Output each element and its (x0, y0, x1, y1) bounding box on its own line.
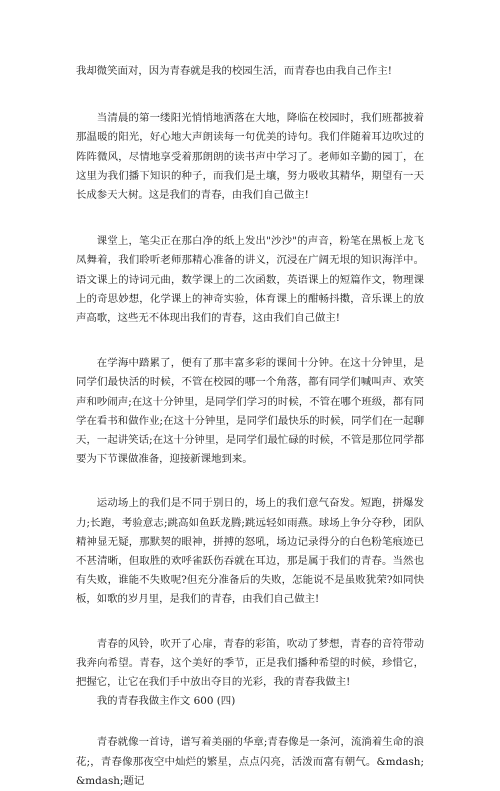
paragraph-sports-field: 运动场上的我们是不同于别日的，场上的我们意气奋发。短跑，拼爆发力;长跑，考验意志;跳高如鱼跃龙腾;跳远轻如雨燕。球场上争分夺秒，团队精神显无疑，那默契的眼神，拼搏的怒吼，场边记录得分的白色粉笔痕迹已不甚清晰，但取胜的欢呼雀跃伤吞就在耳边，那是属于我们的青春。当然也有失败，谁能不失败呢?但充分准备后的失败，怎能说不是虽败犹荣?如同快板，如歌的岁月里，是我们的青春，由我们自己做主! (76, 497, 424, 606)
paragraph-classroom: 课堂上，笔尖正在那白净的纸上发出"沙沙"的声音，粉笔在黑板上龙飞凤舞着，我们聆听老师那精心准备的讲义，沉浸在广阔无垠的知识海洋中。语文课上的诗词元曲，数学课上的二次函数，英语课上的短篇作文，物理课上的奇思妙想，化学课上的神奇实验，体育课上的酣畅抖擞，音乐课上的放声高歌，这些无不体现出我们的青春，这由我们自己做主! (76, 235, 424, 325)
closing-paragraph: 青春就像一首诗，谱写着美丽的华章;青春像是一条河，流淌着生命的浪花;，青春像那夜空中灿烂的繁星，点点闪亮，活泼而富有朝气。&mdash;&mdash;题记 (76, 736, 424, 787)
opening-line: 我却微笑面对，因为青春就是我的校园生活，而青春也由我自己作主! (76, 65, 392, 77)
paragraph-morning-reading: 当清晨的第一缕阳光悄悄地洒落在大地，降临在校园时，我们班都披着那温暖的阳光，好心地大声朗读每一句优美的诗句。我们伴随着耳边吹过的阵阵微风，尽情地享受着那朗朗的读书声中学习了。老师如辛勤的园丁，在这里为我们播下知识的种子，而我们是土壤，努力吸收其精华，期望有一天长成参天大树。这是我们的青春，由我们自己做主! (76, 112, 424, 202)
section-heading: 我的青春我做主作文 600 (四) (96, 695, 236, 708)
paragraph-break-time: 在学海中踏累了，便有了那丰富多彩的课间十分钟。在这十分钟里，是同学们最快活的时候，不管在校园的哪一个角落，都有同学们喊叫声、欢笑声和吵闹声;在这十分钟里，是同学们学习的时候，不管在哪个班级，都有同学在看书和做作业;在这十分钟里，是同学们最快乐的时候，同学们在一起聊天，一起讲笑话;在这十分钟里，是同学们最忙碌的时候，不管是那位同学都要为下节课做准备，迎接新课地到来。 (76, 357, 424, 466)
paragraph-youth-bell: 青春的风铃，吹开了心扉，青春的彩笛，吹动了梦想，青春的音符带动我奔向希望。青春，这个美好的季节，正是我们播种希望的时候，珍惜它，把握它，让它在我们手中放出夺目的光彩，我的青春我做主! (76, 637, 424, 689)
